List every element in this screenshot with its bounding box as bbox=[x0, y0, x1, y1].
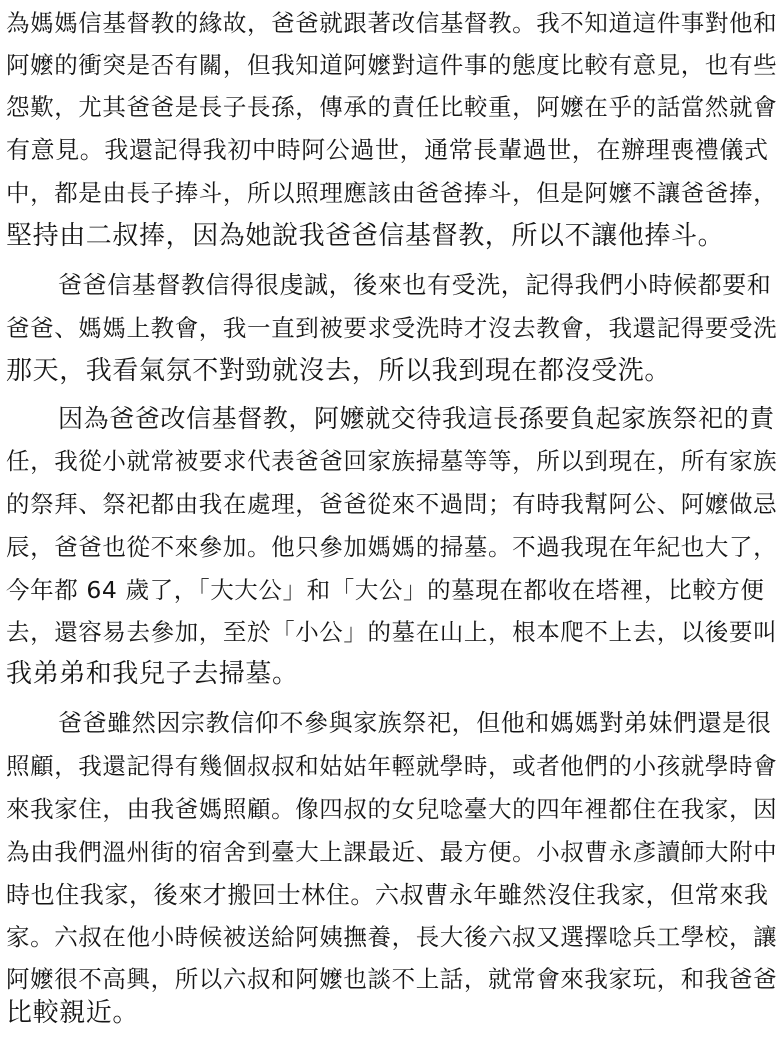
text-line: 爸爸、媽媽上教會，我一直到被要求受洗時才沒去教會，我還記得要受洗 bbox=[6, 314, 778, 342]
text-line: 比較親近。 bbox=[6, 998, 140, 1028]
text-line: 辰，爸爸也從不來參加。他只參加媽媽的掃墓。不過我現在年紀也大了， bbox=[6, 533, 778, 561]
text-line: 來我家住，由我爸媽照顧。像四叔的女兒唸臺大的四年裡都住在我家，因 bbox=[6, 795, 778, 823]
text-line: 阿嬤很不高興，所以六叔和阿嬤也談不上話，就常會來我家玩，和我爸爸 bbox=[6, 965, 778, 993]
text-line: 中，都是由長子捧斗，所以照理應該由爸爸捧斗，但是阿嬤不讓爸爸捧， bbox=[6, 179, 778, 207]
text-line: 阿嬤的衝突是否有關，但我知道阿嬤對這件事的態度比較有意見，也有些 bbox=[6, 51, 778, 79]
text-line: 那天，我看氣氛不對勁就沒去，所以我到現在都沒受洗。 bbox=[6, 356, 672, 386]
paragraph-first-line: 因為爸爸改信基督教，阿嬤就交待我這長孫要負起家族祭祀的責 bbox=[58, 404, 775, 433]
text-line: 今年都 64 歲了，「大大公」和「大公」的墓現在都收在塔裡，比較方便 bbox=[6, 576, 765, 604]
text-line: 去，還容易去參加，至於「小公」的墓在山上，根本爬不上去，以後要叫 bbox=[6, 618, 778, 646]
text-line: 的祭拜、祭祀都由我在處理，爸爸從來不過問；有時我幫阿公、阿嬤做忌 bbox=[6, 490, 778, 518]
text-line: 有意見。我還記得我初中時阿公過世，通常長輩過世，在辦理喪禮儀式 bbox=[6, 136, 769, 164]
text-line: 任，我從小就常被要求代表爸爸回家族掃墓等等，所以到現在，所有家族 bbox=[6, 447, 778, 475]
paragraph-first-line: 爸爸信基督教信得很虔誠，後來也有受洗，記得我們小時候都要和 bbox=[58, 271, 772, 299]
text-line: 為媽媽信基督教的緣故，爸爸就跟著改信基督教。我不知道這件事對他和 bbox=[6, 9, 778, 37]
paragraph-first-line: 爸爸雖然因宗教信仰不參與家族祭祀，但他和媽媽對弟妹們還是很 bbox=[58, 709, 772, 737]
text-line: 堅持由二叔捧，因為她說我爸爸信基督教，所以不讓他捧斗。 bbox=[6, 221, 725, 251]
text-line: 家。六叔在他小時候被送給阿姨撫養，長大後六叔又選擇唸兵工學校，讓 bbox=[6, 923, 778, 951]
text-line: 時也住我家，後來才搬回士林住。六叔曹永年雖然沒住我家，但常來我 bbox=[6, 881, 769, 909]
text-line: 怨歎，尤其爸爸是長子長孫，傳承的責任比較重，阿嬤在乎的話當然就會 bbox=[6, 93, 778, 121]
text-line: 照顧，我還記得有幾個叔叔和姑姑年輕就學時，或者他們的小孩就學時會 bbox=[6, 752, 778, 780]
text-line: 我弟弟和我兒子去掃墓。 bbox=[6, 659, 299, 689]
text-line: 為由我們溫州街的宿舍到臺大上課最近、最方便。小叔曹永彥讀師大附中 bbox=[6, 838, 778, 866]
